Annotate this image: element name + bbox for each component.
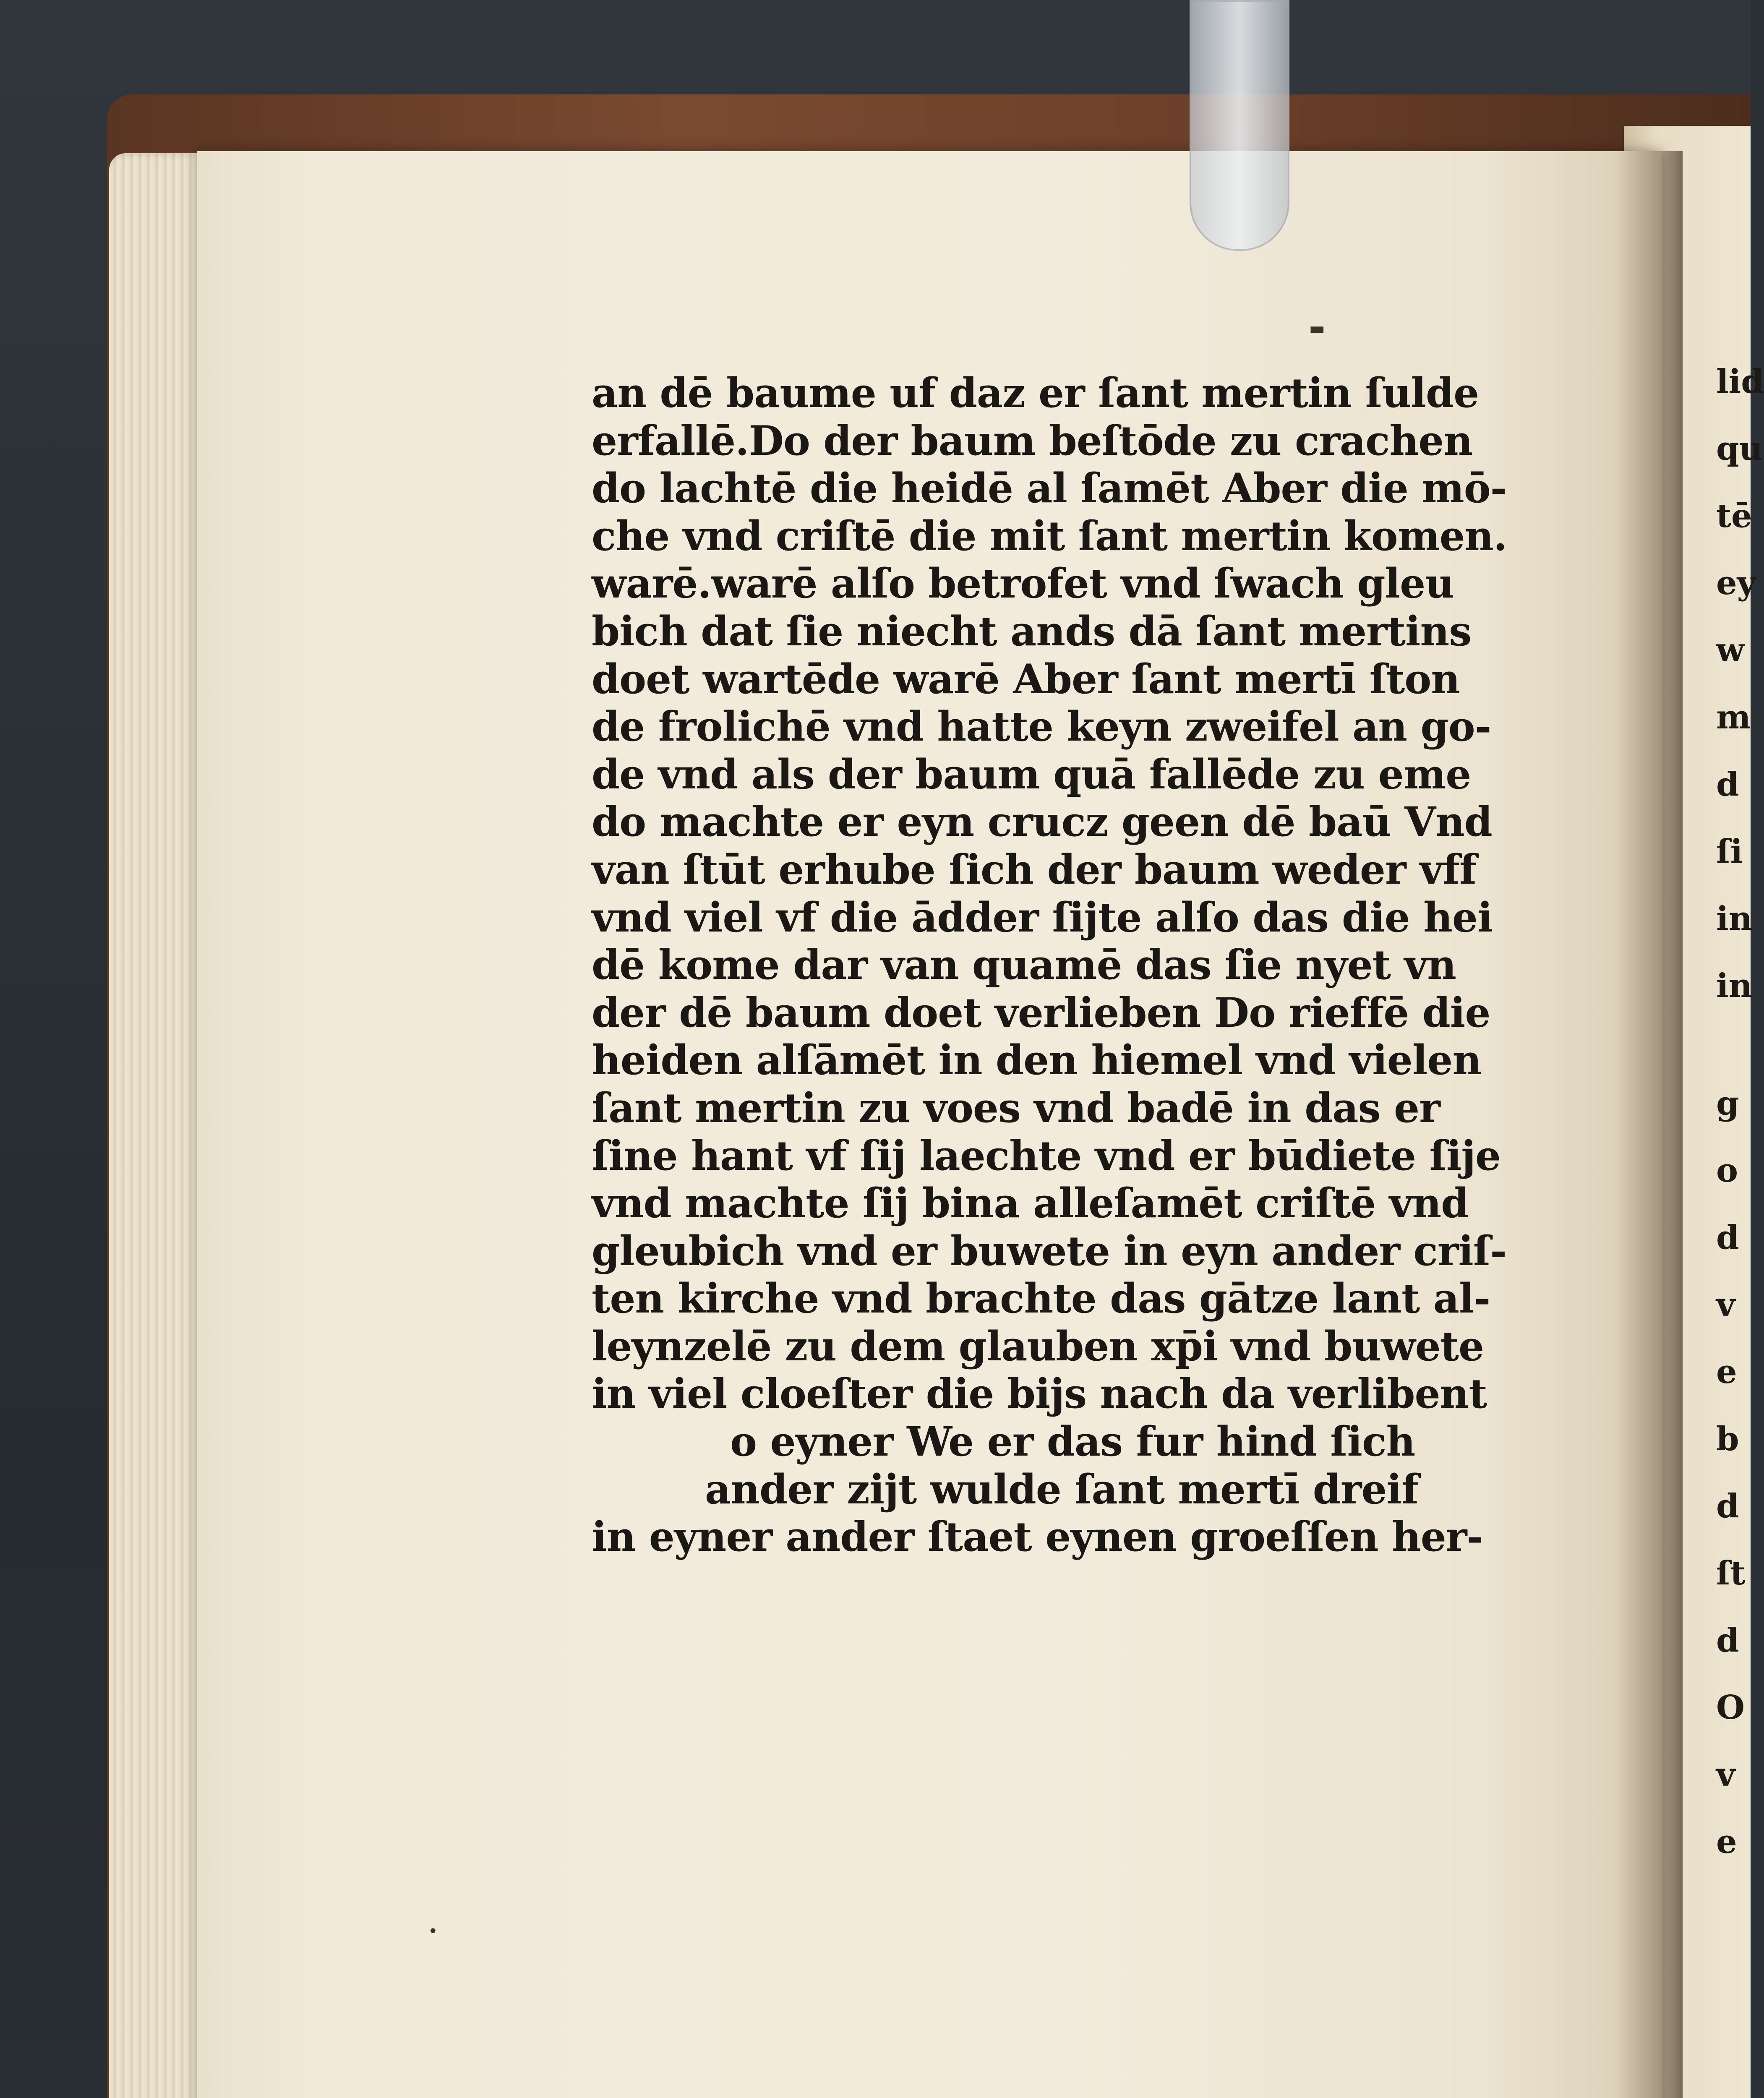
page-clip-top xyxy=(1190,0,1289,251)
page-text-block xyxy=(592,369,1506,1561)
text-line: warē.warē alſo betrofet vnd ſwach gleu xyxy=(592,560,1454,608)
facing-page-lower-fragments xyxy=(1716,1070,1751,1876)
text-line-indented: ander zijt wulde ſant mertī dreif xyxy=(705,1465,1419,1513)
text-line: ſine hant vf ſij laechte vnd er būdiete ſije xyxy=(592,1132,1501,1179)
text-line: doet wartēde warē Aber ſant mertī ſton xyxy=(592,655,1460,703)
text-line: heiden alſāmēt in den hiemel vnd vielen xyxy=(592,1036,1482,1084)
text-line: in viel cloeſter die bijs nach da verlibent xyxy=(592,1370,1487,1418)
facing-fragment: d xyxy=(1716,1219,1739,1257)
facing-fragment: in xyxy=(1716,967,1753,1005)
ink-speck: ▬ xyxy=(1309,319,1325,338)
facing-fragment: d xyxy=(1716,765,1739,804)
text-line: der dē baum doet verlieben Do rieffē die xyxy=(592,989,1490,1036)
facing-fragment: v xyxy=(1716,1286,1735,1324)
facing-fragment: b xyxy=(1716,1420,1739,1458)
facing-fragment: o xyxy=(1716,1151,1738,1190)
text-line: de vnd als der baum quā fallēde zu eme xyxy=(592,750,1471,798)
text-line: do machte er eyn crucz geen dē baū Vnd xyxy=(592,798,1492,846)
facing-fragment: v xyxy=(1716,1756,1735,1794)
facing-fragment: d xyxy=(1716,1621,1739,1660)
facing-fragment: g xyxy=(1716,1084,1739,1122)
facing-fragment: e xyxy=(1716,1353,1737,1391)
text-line-indented: o eyner We er das fur hind ſich xyxy=(730,1418,1415,1466)
text-line: an dē baume uf daz er ſant mertin ſulde xyxy=(592,369,1479,417)
text-line: in eyner ander ſtaet eynen groeſſen her- xyxy=(592,1513,1483,1561)
facing-fragment: tē xyxy=(1716,497,1752,535)
facing-fragment: lid xyxy=(1716,363,1764,401)
facing-fragment: qu xyxy=(1716,430,1763,468)
facing-fragment: ſi xyxy=(1716,832,1743,871)
text-line: erfallē.Do der baum beſtōde zu crachen xyxy=(592,417,1473,464)
page-edges xyxy=(109,153,210,2098)
facing-fragment: w xyxy=(1716,631,1745,669)
facing-fragment: O xyxy=(1716,1688,1745,1727)
facing-page-upper-fragments xyxy=(1716,348,1764,1020)
text-line: leynzelē zu dem glauben xp̄i vnd buwete xyxy=(592,1322,1484,1370)
ink-speck: • xyxy=(428,1922,438,1941)
facing-fragment: ey xyxy=(1716,564,1756,602)
text-line: de frolichē vnd hatte keyn zweifel an go- xyxy=(592,703,1491,751)
text-line: ten kirche vnd brachte das gātze lant al- xyxy=(592,1275,1490,1323)
text-line: vnd machte ſij bina alleſamēt criſtē vnd xyxy=(592,1179,1469,1227)
text-line: vnd viel vf die ādder ſijte alſo das die hei xyxy=(592,893,1493,941)
text-line: do lachtē die heidē al ſamēt Aber die mō- xyxy=(592,464,1507,512)
facing-fragment: m xyxy=(1716,698,1751,736)
text-line: van ſtūt erhube ſich der baum weder vff xyxy=(592,845,1477,893)
text-line: che vnd criſtē die mit ſant mertin komen. xyxy=(592,512,1507,560)
text-line: bich dat ſie niecht ands dā ſant mertins xyxy=(592,607,1472,655)
text-line: gleubich vnd er buwete in eyn ander criſ- xyxy=(592,1227,1507,1275)
gutter-shadow xyxy=(1615,151,1683,2098)
facing-fragment: e xyxy=(1716,1823,1737,1861)
text-line: dē kome dar van quamē das ſie nyet vn xyxy=(592,941,1456,989)
facing-fragment: d xyxy=(1716,1487,1739,1525)
facing-fragment: ſt xyxy=(1716,1554,1746,1592)
facing-fragment: in xyxy=(1716,900,1753,938)
text-line: ſant mertin zu voes vnd badē in das er xyxy=(592,1084,1440,1132)
